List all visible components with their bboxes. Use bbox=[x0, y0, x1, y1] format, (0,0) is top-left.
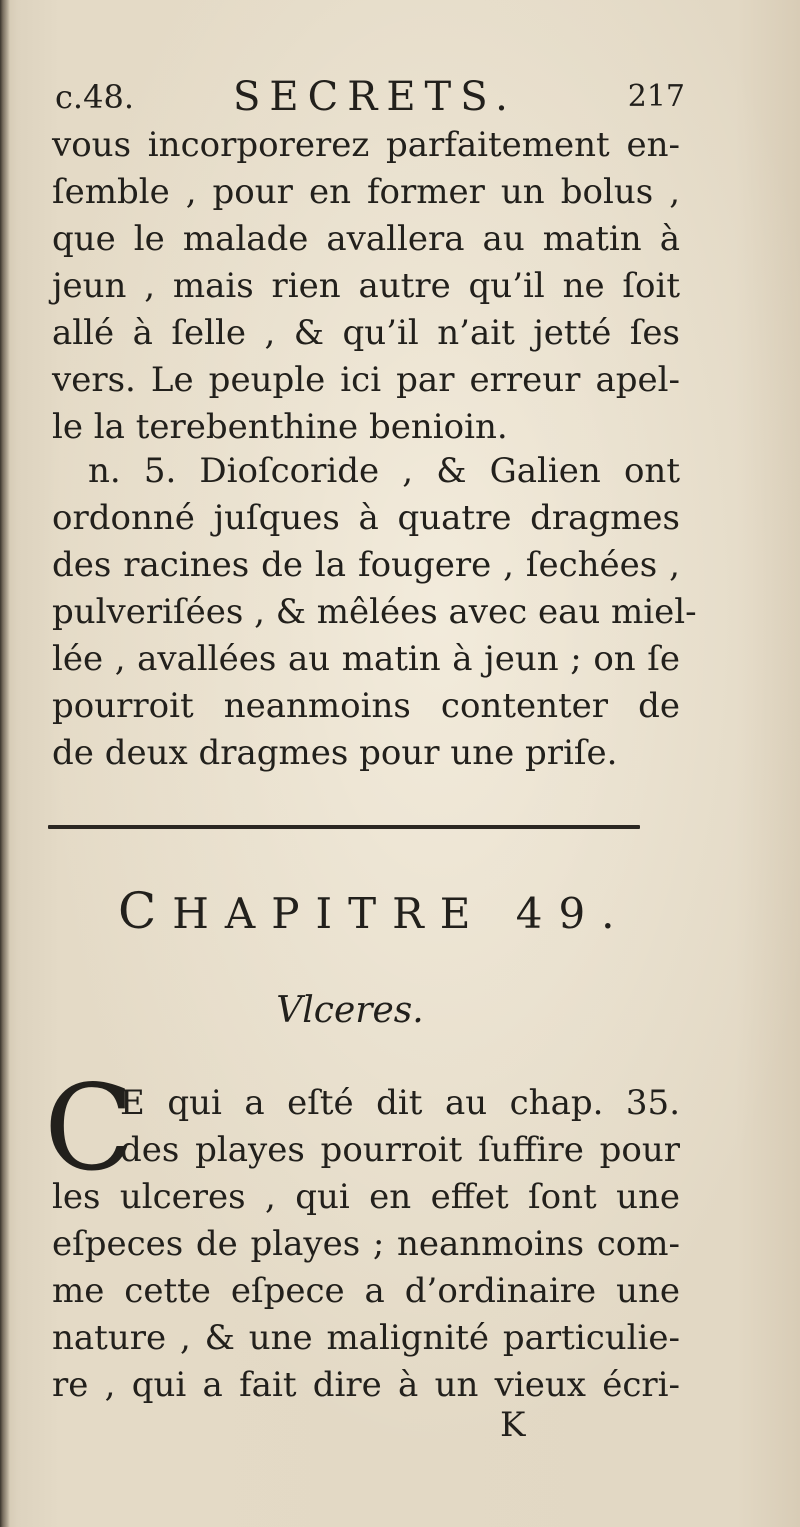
chapter-subtitle: Vlceres. bbox=[276, 990, 424, 1031]
text-line: jeun , mais rien autre qu’il ne ſoit bbox=[52, 266, 680, 306]
text-line: vous incorporerez parfaitement en- bbox=[52, 125, 680, 165]
drop-cap: C bbox=[44, 1059, 135, 1197]
section-divider-rule bbox=[48, 825, 640, 829]
text-line: me cette eſpece a d’ordinaire une bbox=[52, 1271, 680, 1311]
chapter-paragraph bbox=[52, 1080, 680, 1409]
spine-shadow bbox=[0, 0, 10, 1527]
chapter-heading-rest: HAPITRE 49. bbox=[172, 889, 631, 938]
catchword-signature: K bbox=[500, 1405, 526, 1445]
text-line: des racines de la fougere , ſechées , bbox=[52, 545, 680, 585]
text-line: le la terebenthine benioin. bbox=[52, 407, 508, 447]
paragraph-n5 bbox=[52, 448, 697, 777]
running-header bbox=[55, 72, 685, 122]
text-line: des playes pourroit ſuffire pour bbox=[120, 1130, 680, 1170]
text-line: de deux dragmes pour une priſe. bbox=[52, 733, 618, 773]
text-line: n. 5. Dioſcoride , & Galien ont bbox=[88, 451, 680, 491]
chapter-heading-initial: C bbox=[118, 882, 173, 940]
text-line: re , qui a fait dire à un vieux écri- bbox=[52, 1365, 680, 1405]
text-line: pourroit neanmoins contenter de bbox=[52, 686, 680, 726]
section-reference: c.48. bbox=[55, 78, 134, 116]
text-line: pulveriſées , & mêlées avec eau miel- bbox=[52, 592, 697, 632]
page-number: 217 bbox=[627, 79, 685, 114]
text-line: ſemble , pour en former un bolus , bbox=[52, 172, 680, 212]
text-line: E qui a eſté dit au chap. 35. bbox=[120, 1083, 680, 1123]
text-line: lée , avallées au matin à jeun ; on ſe bbox=[52, 639, 680, 679]
text-line: que le malade avallera au matin à bbox=[52, 219, 680, 259]
text-line: eſpeces de playes ; neanmoins com- bbox=[52, 1224, 680, 1264]
running-title: SECRETS. bbox=[233, 74, 517, 120]
text-line: les ulceres , qui en effet ſont une bbox=[52, 1177, 680, 1217]
chapter-heading bbox=[118, 882, 631, 940]
paragraph-continuation bbox=[52, 122, 680, 451]
text-line: allé à ſelle , & qu’il n’ait jetté ſes bbox=[52, 313, 680, 353]
text-line: vers. Le peuple ici par erreur apel- bbox=[52, 360, 680, 400]
text-line: ordonné juſques à quatre dragmes bbox=[52, 498, 680, 538]
text-line: nature , & une malignité particulie- bbox=[52, 1318, 680, 1358]
